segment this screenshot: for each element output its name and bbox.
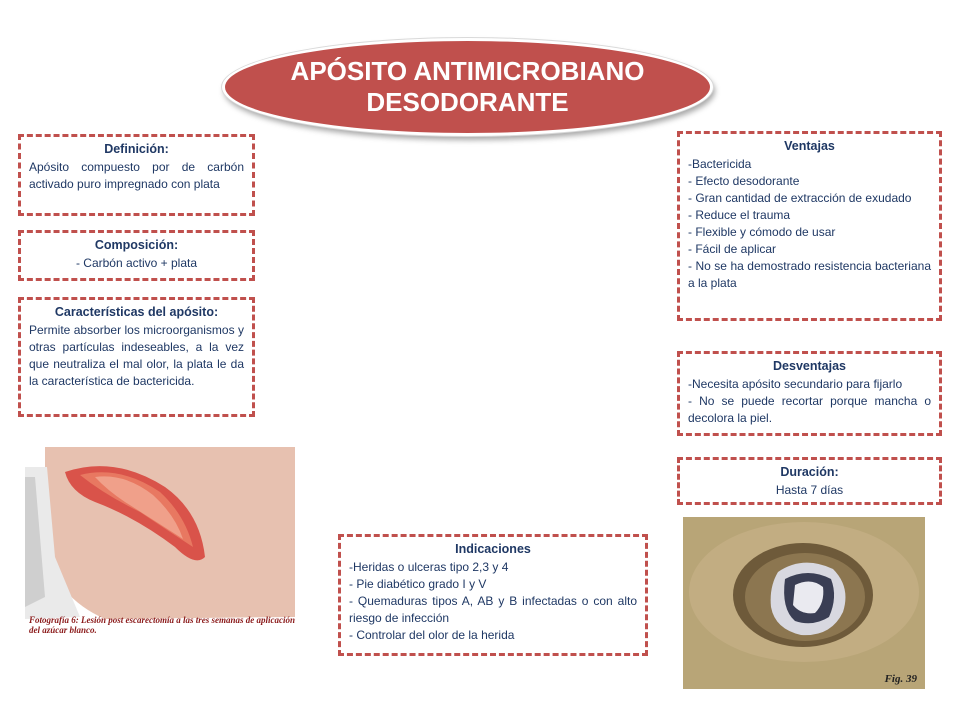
characteristics-text: Permite absorber los microorganismos y otras partículas indeseables, a la vez que neutraliza el mal olor, la plata le da la característica de bactericida. [29, 323, 244, 388]
list-item: -Bactericida [688, 157, 752, 171]
duration-text: Hasta 7 días [775, 483, 844, 497]
duration-heading: Duración: [780, 465, 839, 479]
composition-heading: Composición: [94, 238, 179, 252]
definition-box [18, 134, 255, 216]
characteristics-box [18, 297, 255, 417]
indications-box [338, 534, 648, 656]
advantages-box [677, 131, 942, 321]
definition-heading: Definición: [104, 142, 169, 156]
photo-right-caption: Fig. 39 [884, 673, 917, 685]
composition-box [18, 230, 255, 281]
title-line-1: APÓSITO ANTIMICROBIANO [290, 56, 645, 86]
wound-photo-left [25, 447, 295, 639]
list-item: -Heridas o ulceras tipo 2,3 y 4 [349, 560, 509, 574]
duration-box [677, 457, 942, 505]
list-item: - Efecto desodorante [688, 174, 800, 188]
disadvantages-box [677, 351, 942, 436]
advantages-heading: Ventajas [784, 139, 835, 153]
title-banner [222, 38, 713, 136]
list-item: - No se ha demostrado resistencia bacteriana a la plata [688, 259, 931, 290]
list-item: - Pie diabético grado I y V [349, 577, 487, 591]
list-item: - Reduce el trauma [688, 208, 791, 222]
wound-photo-right-image [683, 517, 925, 689]
photo-left-caption: Fotografía 6: Lesión post escarectomía a las tres semanas de aplicación del azúcar blanco. [29, 615, 295, 635]
wound-photo-right [683, 517, 925, 689]
definition-text: Apósito compuesto por de carbón activado puro impregnado con plata [29, 160, 244, 191]
characteristics-heading: Características del apósito: [54, 305, 219, 319]
list-item: - No se puede recortar porque mancha o decolora la piel. [688, 394, 931, 425]
composition-text: - Carbón activo + plata [75, 256, 198, 270]
list-item: - Controlar del olor de la herida [349, 628, 515, 642]
list-item: -Necesita apósito secundario para fijarlo [688, 377, 903, 391]
indications-heading: Indicaciones [455, 542, 531, 556]
list-item: - Flexible y cómodo de usar [688, 225, 836, 239]
title-line-2: DESODORANTE [366, 87, 569, 117]
disadvantages-list [688, 376, 931, 427]
list-item: - Fácil de aplicar [688, 242, 777, 256]
list-item: - Gran cantidad de extracción de exudado [688, 191, 912, 205]
list-item: - Quemaduras tipos A, AB y B infectadas o con alto riesgo de infección [349, 594, 637, 625]
advantages-list [688, 156, 931, 292]
disadvantages-heading: Desventajas [773, 359, 846, 373]
wound-photo-left-image [25, 447, 295, 639]
indications-list [349, 559, 637, 644]
